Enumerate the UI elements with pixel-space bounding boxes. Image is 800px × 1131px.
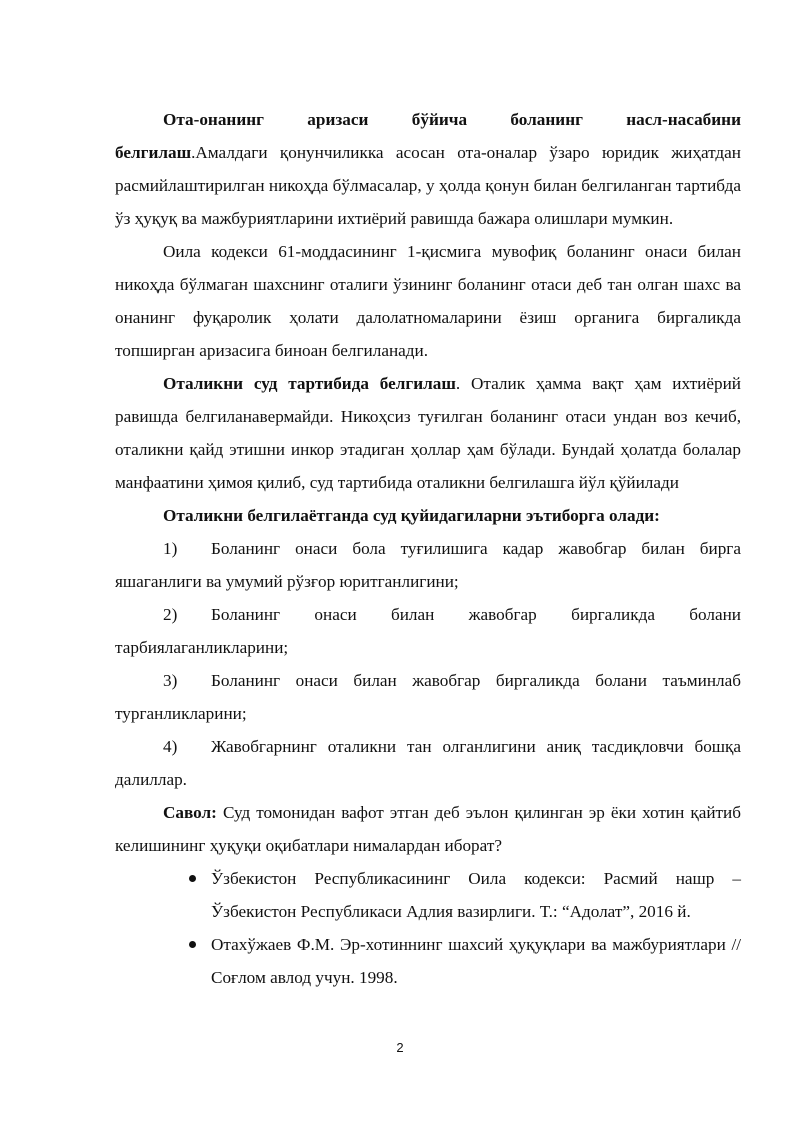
paragraph-text: Оила кодекси 61-моддасининг 1-қисмига мувофиқ боланинг онаси билан никоҳда бўлмаган шахснинг оталиги ўзининг боланинг отаси деб тан олган шахс ва онанинг фуқаролик ҳолати далолатномаларини ёзиш органига биргаликда топширган аризасига биноан белгиланади. bbox=[115, 242, 741, 360]
criteria-heading: Оталикни белгилаётганда суд қуйидагиларни эътиборга олади: bbox=[163, 506, 660, 525]
criteria-item-number: 4) bbox=[163, 737, 178, 756]
reference-text: Отахўжаев Ф.М. Эр-хотиннинг шахсий ҳуқуқлари ва мажбуриятлари // Соғлом авлод учун. 1998. bbox=[211, 935, 741, 987]
paragraph-paternity-by-court bbox=[115, 367, 741, 499]
criteria-item bbox=[115, 532, 741, 598]
page-number: 2 bbox=[396, 1040, 404, 1055]
bullet-icon bbox=[189, 875, 196, 882]
paragraph-heading: Оталикни суд тартибида белгилаш bbox=[163, 374, 456, 393]
question-label: Савол: bbox=[163, 803, 217, 822]
reference-text: Ўзбекистон Республикасининг Оила кодекси: Расмий нашр – Ўзбекистон Республикаси Адлия вазирлиги. Т.: “Адолат”, 2016 й. bbox=[211, 869, 741, 921]
criteria-item-number: 1) bbox=[163, 539, 178, 558]
paragraph-heading: Ота-онанинг аризаси бўйича боланинг насл-насабини белгилаш bbox=[115, 110, 741, 162]
criteria-item bbox=[115, 664, 741, 730]
page-content bbox=[115, 103, 741, 994]
paragraph-family-code-article bbox=[115, 235, 741, 367]
paragraph-text: . Оталик ҳамма вақт ҳам ихтиёрий равишда белгиланавермайди. Никоҳсиз туғилган боланинг отаси ундан воз кечиб, оталикни қайд этишни инкор этадиган ҳоллар ҳам бўлади. Бундай ҳолатда болалар манфаатини ҳимоя қилиб, суд тартибида оталикни белгилашга йўл қўйилади bbox=[115, 374, 741, 492]
criteria-item bbox=[115, 730, 741, 796]
paragraph-text: .Амалдаги қонунчиликка асосан ота-оналар ўзаро юридик жиҳатдан расмийлаштирилган никоҳда бўлмасалар, у ҳолда қонун билан белгиланган тартибда ўз ҳуқуқ ва мажбуриятларини ихтиёрий равишда бажара олишлари мумкин. bbox=[115, 143, 741, 228]
criteria-item-text: Боланинг онаси билан жавобгар биргаликда болани таъминлаб турганликларини; bbox=[115, 671, 741, 723]
paragraph-paternity-by-application bbox=[115, 103, 741, 235]
criteria-item-text: Боланинг онаси билан жавобгар биргаликда болани тарбиялаганликларини; bbox=[115, 605, 741, 657]
references-list bbox=[115, 862, 741, 994]
reference-item bbox=[211, 928, 741, 994]
question-text: Суд томонидан вафот этган деб эълон қилинган эр ёки хотин қайтиб келишининг ҳуқуқи оқибатлари нималардан иборат? bbox=[115, 803, 741, 855]
criteria-item-number: 3) bbox=[163, 671, 178, 690]
criteria-item-number: 2) bbox=[163, 605, 178, 624]
bullet-icon bbox=[189, 941, 196, 948]
criteria-item bbox=[115, 598, 741, 664]
criteria-item-text: Боланинг онаси бола туғилишига кадар жавобгар билан бирга яшаганлиги ва умумий рўзғор юритганлигини; bbox=[115, 539, 741, 591]
reference-item bbox=[211, 862, 741, 928]
question-paragraph bbox=[115, 796, 741, 862]
criteria-item-text: Жавобгарнинг оталикни тан олганлигини аниқ тасдиқловчи бошқа далиллар. bbox=[115, 737, 741, 789]
